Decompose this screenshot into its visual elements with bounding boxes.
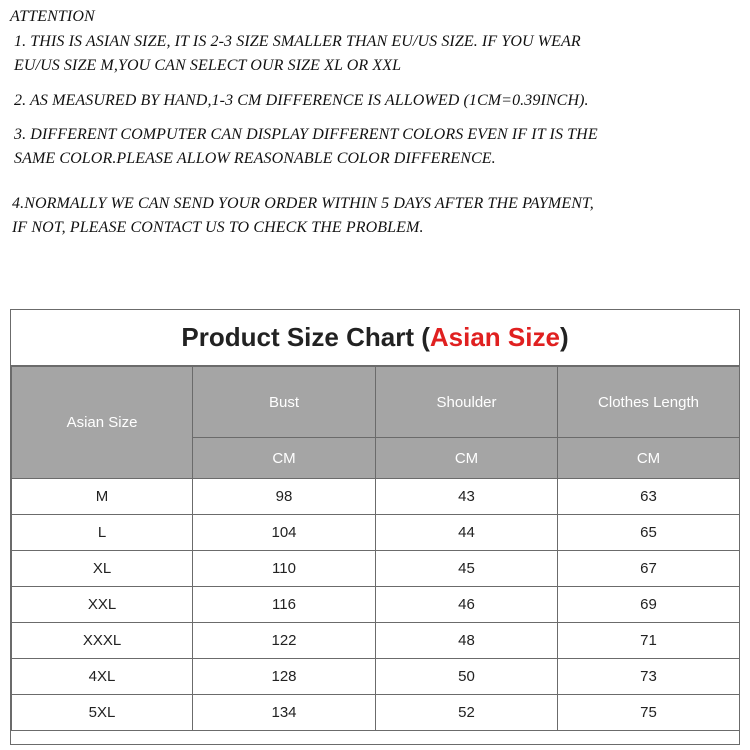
table-row bbox=[12, 479, 740, 515]
table-row bbox=[12, 587, 740, 623]
note-line-3: 2. AS MEASURED BY HAND,1-3 CM DIFFERENCE IS ALLOWED (1CM=0.39INCH). bbox=[14, 92, 589, 109]
length-cell: 63 bbox=[558, 479, 740, 515]
length-cell: 75 bbox=[558, 695, 740, 731]
chart-title-close: ) bbox=[559, 322, 569, 352]
length-cell: 67 bbox=[558, 551, 740, 587]
bust-cell: 134 bbox=[193, 695, 376, 731]
note-line-1: 1. THIS IS ASIAN SIZE, IT IS 2-3 SIZE SMALLER THAN EU/US SIZE. IF YOU WEAR bbox=[14, 33, 581, 50]
shoulder-unit: CM bbox=[376, 438, 558, 479]
note-line-5: SAME COLOR.PLEASE ALLOW REASONABLE COLOR DIFFERENCE. bbox=[14, 150, 496, 167]
size-cell: XXL bbox=[12, 587, 193, 623]
bust-cell: 110 bbox=[193, 551, 376, 587]
table-row bbox=[12, 695, 740, 731]
shoulder-column-header: Shoulder bbox=[376, 367, 558, 438]
bust-cell: 122 bbox=[193, 623, 376, 659]
size-cell: XL bbox=[12, 551, 193, 587]
table-row bbox=[12, 515, 740, 551]
bust-cell: 128 bbox=[193, 659, 376, 695]
size-cell: XXXL bbox=[12, 623, 193, 659]
size-table bbox=[11, 366, 740, 731]
shoulder-cell: 43 bbox=[376, 479, 558, 515]
shoulder-cell: 52 bbox=[376, 695, 558, 731]
note-line-2: EU/US SIZE M,YOU CAN SELECT OUR SIZE XL OR XXL bbox=[14, 57, 402, 74]
shoulder-cell: 50 bbox=[376, 659, 558, 695]
length-cell: 65 bbox=[558, 515, 740, 551]
shoulder-cell: 48 bbox=[376, 623, 558, 659]
attention-heading: ATTENTION bbox=[10, 8, 95, 25]
table-row bbox=[12, 623, 740, 659]
length-unit: CM bbox=[558, 438, 740, 479]
size-cell: 5XL bbox=[12, 695, 193, 731]
bust-cell: 104 bbox=[193, 515, 376, 551]
size-cell: M bbox=[12, 479, 193, 515]
length-column-header: Clothes Length bbox=[558, 367, 740, 438]
note-line-6: 4.NORMALLY WE CAN SEND YOUR ORDER WITHIN 5 DAYS AFTER THE PAYMENT, bbox=[12, 195, 594, 212]
chart-title-accent: Asian Size bbox=[429, 322, 560, 352]
size-cell: 4XL bbox=[12, 659, 193, 695]
bust-unit: CM bbox=[193, 438, 376, 479]
length-cell: 69 bbox=[558, 587, 740, 623]
shoulder-cell: 46 bbox=[376, 587, 558, 623]
shoulder-cell: 44 bbox=[376, 515, 558, 551]
table-row bbox=[12, 659, 740, 695]
bust-cell: 98 bbox=[193, 479, 376, 515]
size-column-header: Asian Size bbox=[12, 367, 193, 479]
table-row bbox=[12, 551, 740, 587]
note-line-4: 3. DIFFERENT COMPUTER CAN DISPLAY DIFFERENT COLORS EVEN IF IT IS THE bbox=[14, 126, 598, 143]
length-cell: 73 bbox=[558, 659, 740, 695]
note-line-7: IF NOT, PLEASE CONTACT US TO CHECK THE PROBLEM. bbox=[12, 219, 424, 236]
length-cell: 71 bbox=[558, 623, 740, 659]
bust-column-header: Bust bbox=[193, 367, 376, 438]
size-cell: L bbox=[12, 515, 193, 551]
bust-cell: 116 bbox=[193, 587, 376, 623]
shoulder-cell: 45 bbox=[376, 551, 558, 587]
chart-title bbox=[11, 310, 739, 366]
chart-title-main: Product Size Chart ( bbox=[181, 322, 430, 352]
size-chart bbox=[10, 309, 740, 745]
